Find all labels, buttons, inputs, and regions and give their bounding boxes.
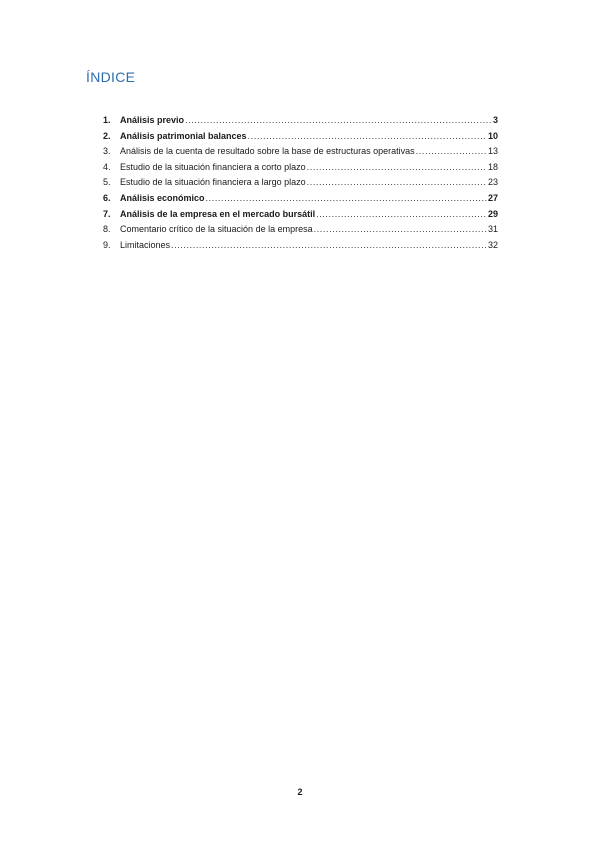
toc-entry[interactable] xyxy=(103,207,498,223)
toc-entry[interactable] xyxy=(103,222,498,238)
toc-entry-title: Análisis previo xyxy=(120,115,185,125)
toc-entry-page: 27 xyxy=(487,192,498,203)
toc-entry-title: Comentario crítico de la situación de la empresa xyxy=(120,224,313,235)
toc-entry[interactable] xyxy=(103,144,498,160)
toc-entry[interactable] xyxy=(103,175,498,191)
toc-entry-title: Estudio de la situación financiera a corto plazo xyxy=(120,161,306,172)
toc-dot-leader xyxy=(171,238,487,254)
toc-dot-leader xyxy=(316,207,487,223)
toc-entry-number: 4. xyxy=(103,161,111,172)
toc-entry-title: Análisis económico xyxy=(120,192,205,203)
toc-entry-page: 18 xyxy=(487,161,498,172)
toc-dot-leader xyxy=(248,129,487,145)
toc-entry-title: Análisis de la cuenta de resultado sobre la base de estructuras operativas xyxy=(120,146,415,157)
toc-entry[interactable] xyxy=(103,238,498,254)
toc-dot-leader xyxy=(416,144,487,160)
page-number: 2 xyxy=(297,787,303,797)
toc-title: ÍNDICE xyxy=(86,69,136,85)
toc-entry-page: 13 xyxy=(487,146,498,157)
toc-entry-title: Análisis patrimonial balances xyxy=(120,130,247,141)
toc-list xyxy=(103,113,498,253)
toc-entry-page: 29 xyxy=(487,208,498,219)
toc-entry[interactable] xyxy=(103,191,498,207)
toc-entry-number: 3. xyxy=(103,146,111,157)
toc-entry-title: Análisis de la empresa en el mercado bursátil xyxy=(120,208,316,219)
toc-entry-number: 5. xyxy=(103,177,111,188)
toc-entry[interactable] xyxy=(103,160,498,176)
toc-dot-leader xyxy=(314,222,487,238)
toc-entry[interactable] xyxy=(103,113,498,129)
toc-entry-number: 6. xyxy=(103,192,111,203)
toc-entry-title: Limitaciones xyxy=(120,239,171,250)
toc-entry-number: 8. xyxy=(103,224,111,235)
toc-entry-page: 32 xyxy=(487,239,498,250)
toc-entry-page: 3 xyxy=(492,115,498,125)
toc-entry-title: Estudio de la situación financiera a largo plazo xyxy=(120,177,306,188)
toc-entry-number: 1. xyxy=(103,115,111,125)
toc-dot-leader xyxy=(185,113,492,129)
toc-entry[interactable] xyxy=(103,129,498,145)
toc-dot-leader xyxy=(206,191,487,207)
toc-entry-number: 9. xyxy=(103,239,111,250)
toc-entry-page: 10 xyxy=(487,130,498,141)
toc-dot-leader xyxy=(307,175,487,191)
toc-entry-number: 7. xyxy=(103,208,111,219)
toc-entry-page: 31 xyxy=(487,224,498,235)
toc-entry-page: 23 xyxy=(487,177,498,188)
toc-dot-leader xyxy=(307,160,487,176)
toc-entry-number: 2. xyxy=(103,130,111,141)
